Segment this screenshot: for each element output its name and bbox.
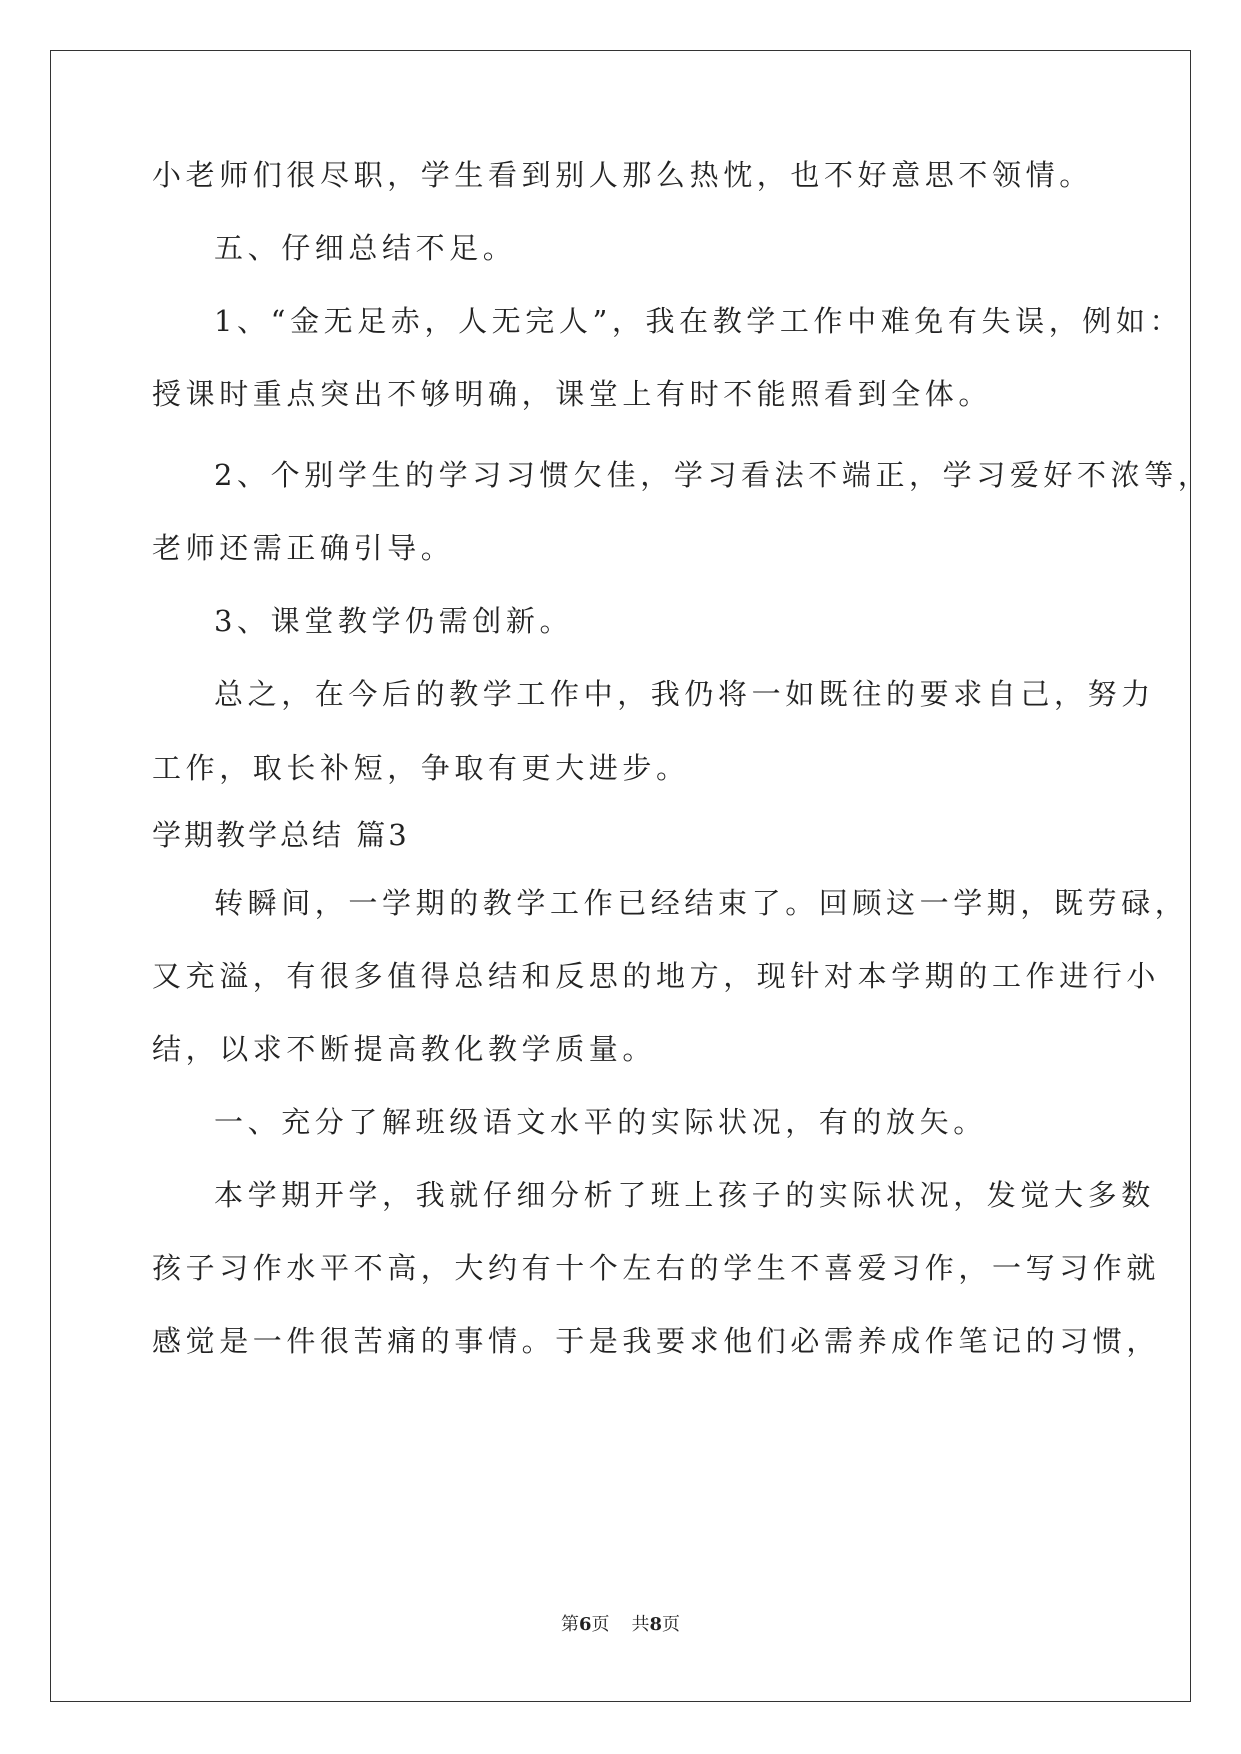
body-line: 感觉是一件很苦痛的事情。于是我要求他们必需养成作笔记的习惯， bbox=[152, 1324, 1161, 1358]
page-border bbox=[50, 50, 1191, 1702]
body-line: 本学期开学，我就仔细分析了班上孩子的实际状况，发觉大多数 bbox=[214, 1178, 1155, 1212]
body-line: 又充溢，有很多值得总结和反思的地方，现针对本学期的工作进行小 bbox=[152, 959, 1161, 993]
body-line: 老师还需正确引导。 bbox=[152, 531, 455, 565]
page-footer bbox=[0, 1610, 1241, 1636]
body-line: 孩子习作水平不高，大约有十个左右的学生不喜爱习作，一写习作就 bbox=[152, 1251, 1161, 1285]
section-heading: 五、仔细总结不足。 bbox=[214, 231, 517, 265]
page-current: 6 bbox=[578, 1614, 592, 1635]
total-unit: 页 bbox=[662, 1614, 681, 1635]
body-line: 工作，取长补短，争取有更大进步。 bbox=[152, 751, 690, 785]
body-line: 转瞬间，一学期的教学工作已经结束了。回顾这一学期，既劳碌， bbox=[214, 886, 1189, 920]
section-heading: 一、充分了解班级语文水平的实际状况，有的放矢。 bbox=[214, 1105, 987, 1139]
body-line: 结，以求不断提高教化教学质量。 bbox=[152, 1032, 657, 1066]
body-line: 总之，在今后的教学工作中，我仍将一如既往的要求自己，努力 bbox=[214, 677, 1155, 711]
page-unit: 页 bbox=[591, 1614, 610, 1635]
article-title: 学期教学总结 篇3 bbox=[152, 818, 410, 852]
page-prefix: 第 bbox=[560, 1614, 579, 1635]
body-line: 2、个别学生的学习习惯欠佳，学习看法不端正，学习爱好不浓等， bbox=[214, 458, 1212, 492]
total-prefix: 共 bbox=[631, 1614, 650, 1635]
body-line: 1、“金无足赤，人无完人”，我在教学工作中难免有失误，例如： bbox=[214, 304, 1184, 338]
body-line: 授课时重点突出不够明确，课堂上有时不能照看到全体。 bbox=[152, 377, 993, 411]
body-line: 小老师们很尽职，学生看到别人那么热忱，也不好意思不领情。 bbox=[152, 158, 1093, 192]
page-total: 8 bbox=[649, 1614, 663, 1635]
body-line: 3、课堂教学仍需创新。 bbox=[214, 604, 574, 638]
